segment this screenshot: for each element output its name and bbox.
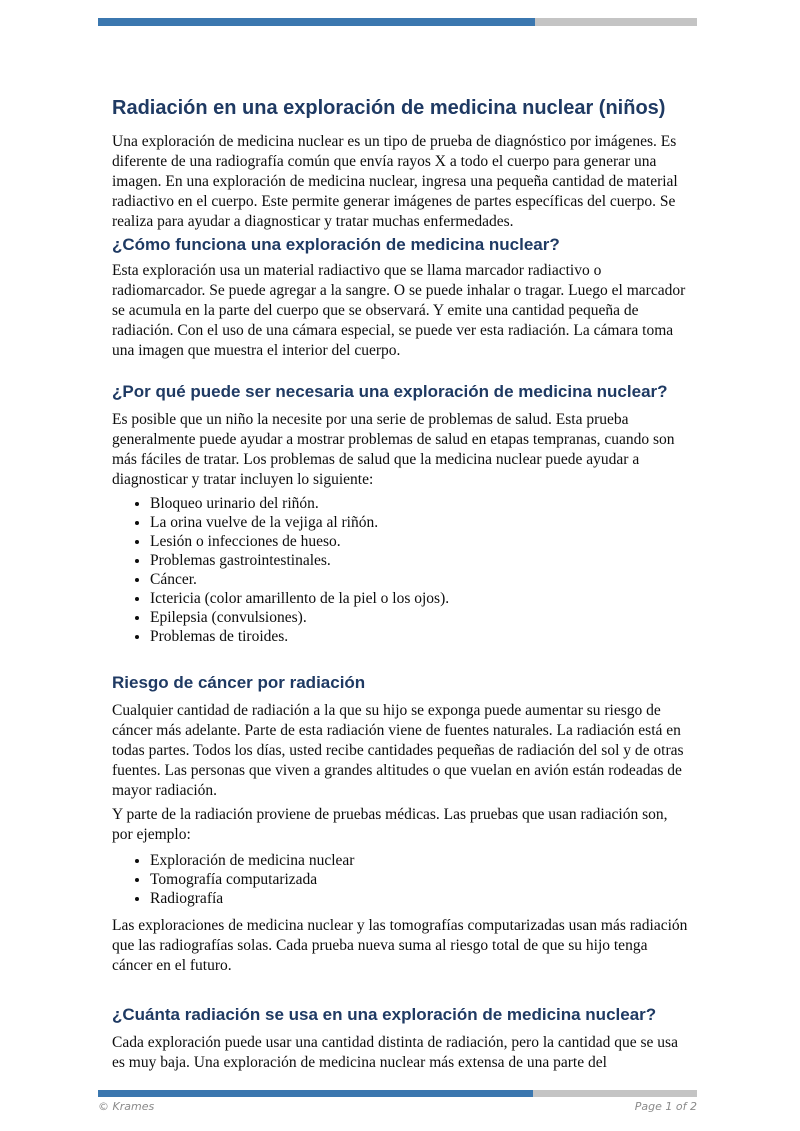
page-title: Radiación en una exploración de medicina nuclear (niños)	[112, 97, 666, 119]
paragraph: Es posible que un niño la necesite por una serie de problemas de salud. Esta prueba generalmente puede ayudar a mostrar problemas de salud en etapas tempranas, cuando son más fáciles de tratar. Los problemas de salud que la medicina nuclear puede ayudar a diagnosticar y tratar incluyen lo siguiente:	[112, 411, 675, 488]
footer-accent-bar-blue-segment	[98, 1090, 533, 1097]
radiation-tests-list	[112, 851, 690, 908]
paragraph: Esta exploración usa un material radiactivo que se llama marcador radiactivo o radiomarcador. Se puede agregar a la sangre. O se puede inhalar o tragar. Luego el marcador se acumula en la parte del cuerpo que se observará. Y emite una cantidad pequeña de radiación. Con el uso de una cámara especial, se puede ver esta radiación. La cámara toma una imagen que muestra el interior del cuerpo.	[112, 262, 686, 359]
list-item: • Radiografía	[150, 889, 690, 908]
paragraph: Y parte de la radiación proviene de pruebas médicas. Las pruebas que usan radiación son, por ejemplo:	[112, 806, 668, 843]
section-heading-how-it-works: ¿Cómo funciona una exploración de medicina nuclear?	[112, 235, 560, 254]
paragraph: Cualquier cantidad de radiación a la que su hijo se exponga puede aumentar su riesgo de cáncer más adelante. Parte de esta radiación viene de fuentes naturales. La radiación está en todas partes. Todos los días, usted recibe cantidades pequeñas de radiación del sol y de otras fuentes. Las personas que viven a grandes altitudes o que vuelan en avión están rodeadas de mayor radiación.	[112, 702, 684, 799]
section-heading-why-needed: ¿Por qué puede ser necesaria una exploración de medicina nuclear?	[112, 382, 668, 401]
list-item: • La orina vuelve de la vejiga al riñón.	[150, 513, 690, 532]
document-body	[112, 0, 690, 1073]
footer-page-number: Page 1 of 2	[634, 1100, 697, 1113]
list-item: • Bloqueo urinario del riñón.	[150, 494, 690, 513]
section-heading-cancer-risk: Riesgo de cáncer por radiación	[112, 673, 366, 692]
health-problems-list	[112, 494, 690, 646]
list-item: • Tomografía computarizada	[150, 870, 690, 889]
intro-paragraph: Una exploración de medicina nuclear es un tipo de prueba de diagnóstico por imágenes. Es diferente de una radiografía común que envía rayos X a todo el cuerpo para generar una imagen. En una exploración de medicina nuclear, ingresa una pequeña cantidad de material radiactivo en el cuerpo. Este permite generar imágenes de partes específicas del cuerpo. Se realiza para ayudar a diagnosticar y tratar muchas enfermedades.	[112, 133, 678, 230]
list-item: • Lesión o infecciones de hueso.	[150, 532, 690, 551]
footer-copyright: © Krames	[98, 1100, 155, 1113]
list-item: • Exploración de medicina nuclear	[150, 851, 690, 870]
list-item: • Ictericia (color amarillento de la piel o los ojos).	[150, 589, 690, 608]
list-item: • Problemas gastrointestinales.	[150, 551, 690, 570]
footer-accent-bar	[98, 1090, 697, 1097]
page-footer	[98, 1100, 697, 1113]
list-item: • Epilepsia (convulsiones).	[150, 608, 690, 627]
paragraph: Cada exploración puede usar una cantidad distinta de radiación, pero la cantidad que se usa es muy baja. Una exploración de medicina nuclear más extensa de una parte del	[112, 1034, 678, 1071]
list-item: • Cáncer.	[150, 570, 690, 589]
section-heading-how-much-radiation: ¿Cuánta radiación se usa en una exploración de medicina nuclear?	[112, 1005, 657, 1024]
list-item: • Problemas de tiroides.	[150, 627, 690, 646]
paragraph: Las exploraciones de medicina nuclear y las tomografías computarizadas usan más radiación que las radiografías solas. Cada prueba nueva suma al riesgo total de que su hijo tenga cáncer en el futuro.	[112, 917, 688, 974]
